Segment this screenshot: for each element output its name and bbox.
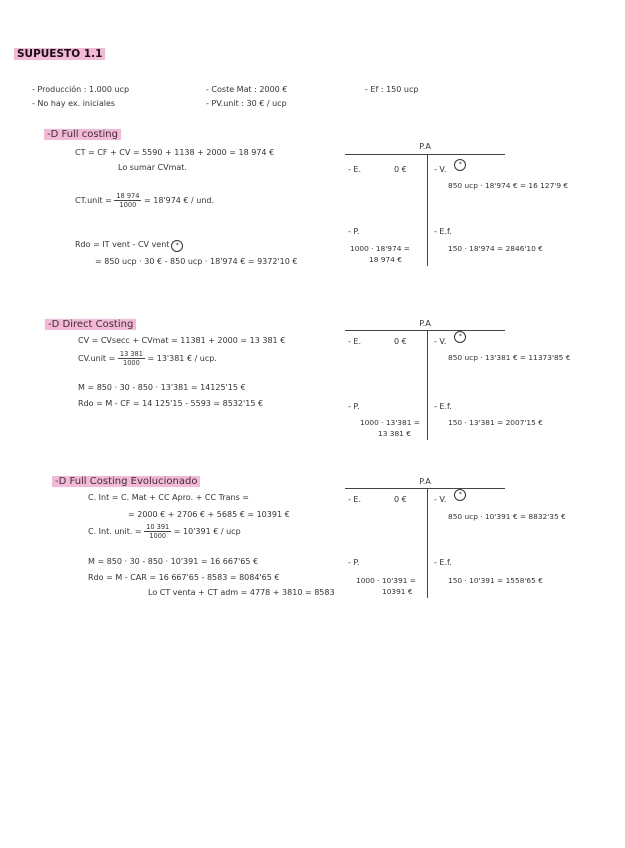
page-title: SUPUESTO 1.1 bbox=[14, 48, 105, 60]
dc-cvunit-num: 13 381 bbox=[119, 350, 143, 358]
fce-t-ef: - E.f. bbox=[434, 558, 452, 567]
data-ef: - Ef : 150 ucp bbox=[365, 85, 419, 94]
dc-t-p-val1: 1000 · 13'381 = bbox=[360, 418, 420, 427]
fce-t-vline bbox=[427, 488, 428, 598]
fce-t-hline bbox=[345, 488, 505, 489]
dc-t-vline bbox=[427, 330, 428, 440]
fc-t-v bbox=[434, 161, 466, 174]
data-produccion: - Producción : 1.000 ucp bbox=[32, 85, 130, 94]
fc-t-p-val1: 1000 · 18'974 = bbox=[350, 244, 410, 253]
fc-rdo-text: Rdo = IT vent - CV vent bbox=[75, 240, 170, 249]
fc-sumar-note: Lo sumar CVmat. bbox=[118, 163, 187, 172]
dc-t-v bbox=[434, 333, 466, 346]
data-coste-mat: - Coste Mat : 2000 € bbox=[206, 85, 288, 94]
dc-t-ef: - E.f. bbox=[434, 402, 452, 411]
fc-t-vline bbox=[427, 154, 428, 266]
data-no-existencias: - No hay ex. iniciales bbox=[32, 99, 116, 108]
dc-t-v-label: - V. bbox=[434, 337, 447, 346]
fc-t-title: P.A bbox=[419, 142, 431, 151]
fce-t-p-val1: 1000 · 10'391 = bbox=[356, 576, 416, 585]
fc-t-p-val2: 18 974 € bbox=[369, 255, 402, 264]
dc-cvunit-fraction bbox=[118, 350, 145, 367]
fce-cint-unit-den: 1000 bbox=[149, 532, 167, 540]
dc-rdo-equation: Rdo = M - CF = 14 125'15 - 5593 = 8532'15 € bbox=[78, 399, 264, 408]
dc-t-p: - P. bbox=[348, 402, 360, 411]
fce-t-v-val: 850 ucp · 10'391 € = 8832'35 € bbox=[448, 512, 566, 521]
fce-rdo-equation: Rdo = M - CAR = 16 667'65 - 8583 = 8084'65 € bbox=[88, 573, 280, 582]
dc-t-title: P.A bbox=[419, 319, 431, 328]
fc-rdo bbox=[75, 240, 183, 252]
fc-ctunit bbox=[75, 192, 214, 209]
fc-t-ei-val: 0 € bbox=[394, 165, 407, 174]
dc-cvunit bbox=[78, 350, 217, 367]
dc-t-hline bbox=[345, 330, 505, 331]
fc-ctunit-fraction bbox=[114, 192, 141, 209]
fc-t-ef: - E.f. bbox=[434, 227, 452, 236]
dc-m-equation: M = 850 · 30 - 850 · 13'381 = 14125'15 € bbox=[78, 383, 246, 392]
fc-ct-equation: CT = CF + CV = 5590 + 1138 + 2000 = 18 974 € bbox=[75, 148, 275, 157]
dc-cvunit-den: 1000 bbox=[123, 359, 140, 367]
asterisk-mark-icon: * bbox=[454, 489, 466, 501]
fc-rdo-result: = 850 ucp · 30 € - 850 ucp · 18'974 € = 9372'10 € bbox=[95, 257, 298, 266]
dc-t-ei: - E. bbox=[348, 337, 362, 346]
fce-cint-equation: C. Int = C. Mat + CC Apro. + CC Trans = bbox=[88, 493, 249, 502]
fc-ctunit-result: = 18'974 € / und. bbox=[143, 196, 215, 205]
fc-ctunit-num: 18 974 bbox=[116, 192, 140, 200]
fc-t-ei: - E. bbox=[348, 165, 362, 174]
section-title-full-costing-evolucionado: -D Full Costing Evolucionado bbox=[52, 476, 200, 487]
fce-t-p-val2: 10391 € bbox=[382, 587, 413, 596]
fc-t-ef-val: 150 · 18'974 = 2846'10 € bbox=[448, 244, 543, 253]
fc-ctunit-den: 1000 bbox=[119, 201, 137, 209]
fce-cint-unit-fraction bbox=[144, 523, 171, 540]
dc-cv-equation: CV = CVsecc + CVmat = 11381 + 2000 = 13 381 € bbox=[78, 336, 286, 345]
section-title-direct-costing: -D Direct Costing bbox=[45, 319, 136, 330]
fce-t-p: - P. bbox=[348, 558, 360, 567]
fce-cint-unit-result: = 10'391 € / ucp bbox=[173, 527, 241, 536]
data-pv-unit: - PV.unit : 30 € / ucp bbox=[206, 99, 287, 108]
fc-t-hline bbox=[345, 154, 505, 155]
dc-cvunit-result: = 13'381 € / ucp. bbox=[147, 354, 217, 363]
fc-ctunit-label: CT.unit = bbox=[75, 196, 112, 205]
dc-t-ei-val: 0 € bbox=[394, 337, 407, 346]
fce-cint-unit-num: 10 391 bbox=[146, 523, 170, 531]
fce-t-ei-val: 0 € bbox=[394, 495, 407, 504]
fce-cint-unit-label: C. Int. unit. = bbox=[88, 527, 142, 536]
fce-cint-result: = 2000 € + 2706 € + 5685 € = 10391 € bbox=[128, 510, 290, 519]
fc-t-v-val: 850 ucp · 18'974 € = 16 127'9 € bbox=[448, 181, 569, 190]
fc-t-v-label: - V. bbox=[434, 165, 447, 174]
fce-ct-note: Lo CT venta + CT adm = 4778 + 3810 = 8583 bbox=[148, 588, 335, 597]
dc-t-p-val2: 13 381 € bbox=[378, 429, 411, 438]
fce-cint-unit bbox=[88, 523, 241, 540]
fce-t-title: P.A bbox=[419, 477, 431, 486]
fce-t-v bbox=[434, 491, 466, 504]
fc-t-p: - P. bbox=[348, 227, 360, 236]
fce-t-ef-val: 150 · 10'391 = 1558'65 € bbox=[448, 576, 543, 585]
fce-m-equation: M = 850 · 30 - 850 · 10'391 = 16 667'65 € bbox=[88, 557, 259, 566]
asterisk-mark-icon: * bbox=[171, 240, 183, 252]
fce-t-ei: - E. bbox=[348, 495, 362, 504]
dc-t-ef-val: 150 · 13'381 = 2007'15 € bbox=[448, 418, 543, 427]
asterisk-mark-icon: * bbox=[454, 159, 466, 171]
dc-t-v-val: 850 ucp · 13'381 € = 11373'85 € bbox=[448, 353, 571, 362]
fce-t-v-label: - V. bbox=[434, 495, 447, 504]
section-title-full-costing: -D Full costing bbox=[44, 129, 121, 140]
asterisk-mark-icon: * bbox=[454, 331, 466, 343]
dc-cvunit-label: CV.unit = bbox=[78, 354, 116, 363]
